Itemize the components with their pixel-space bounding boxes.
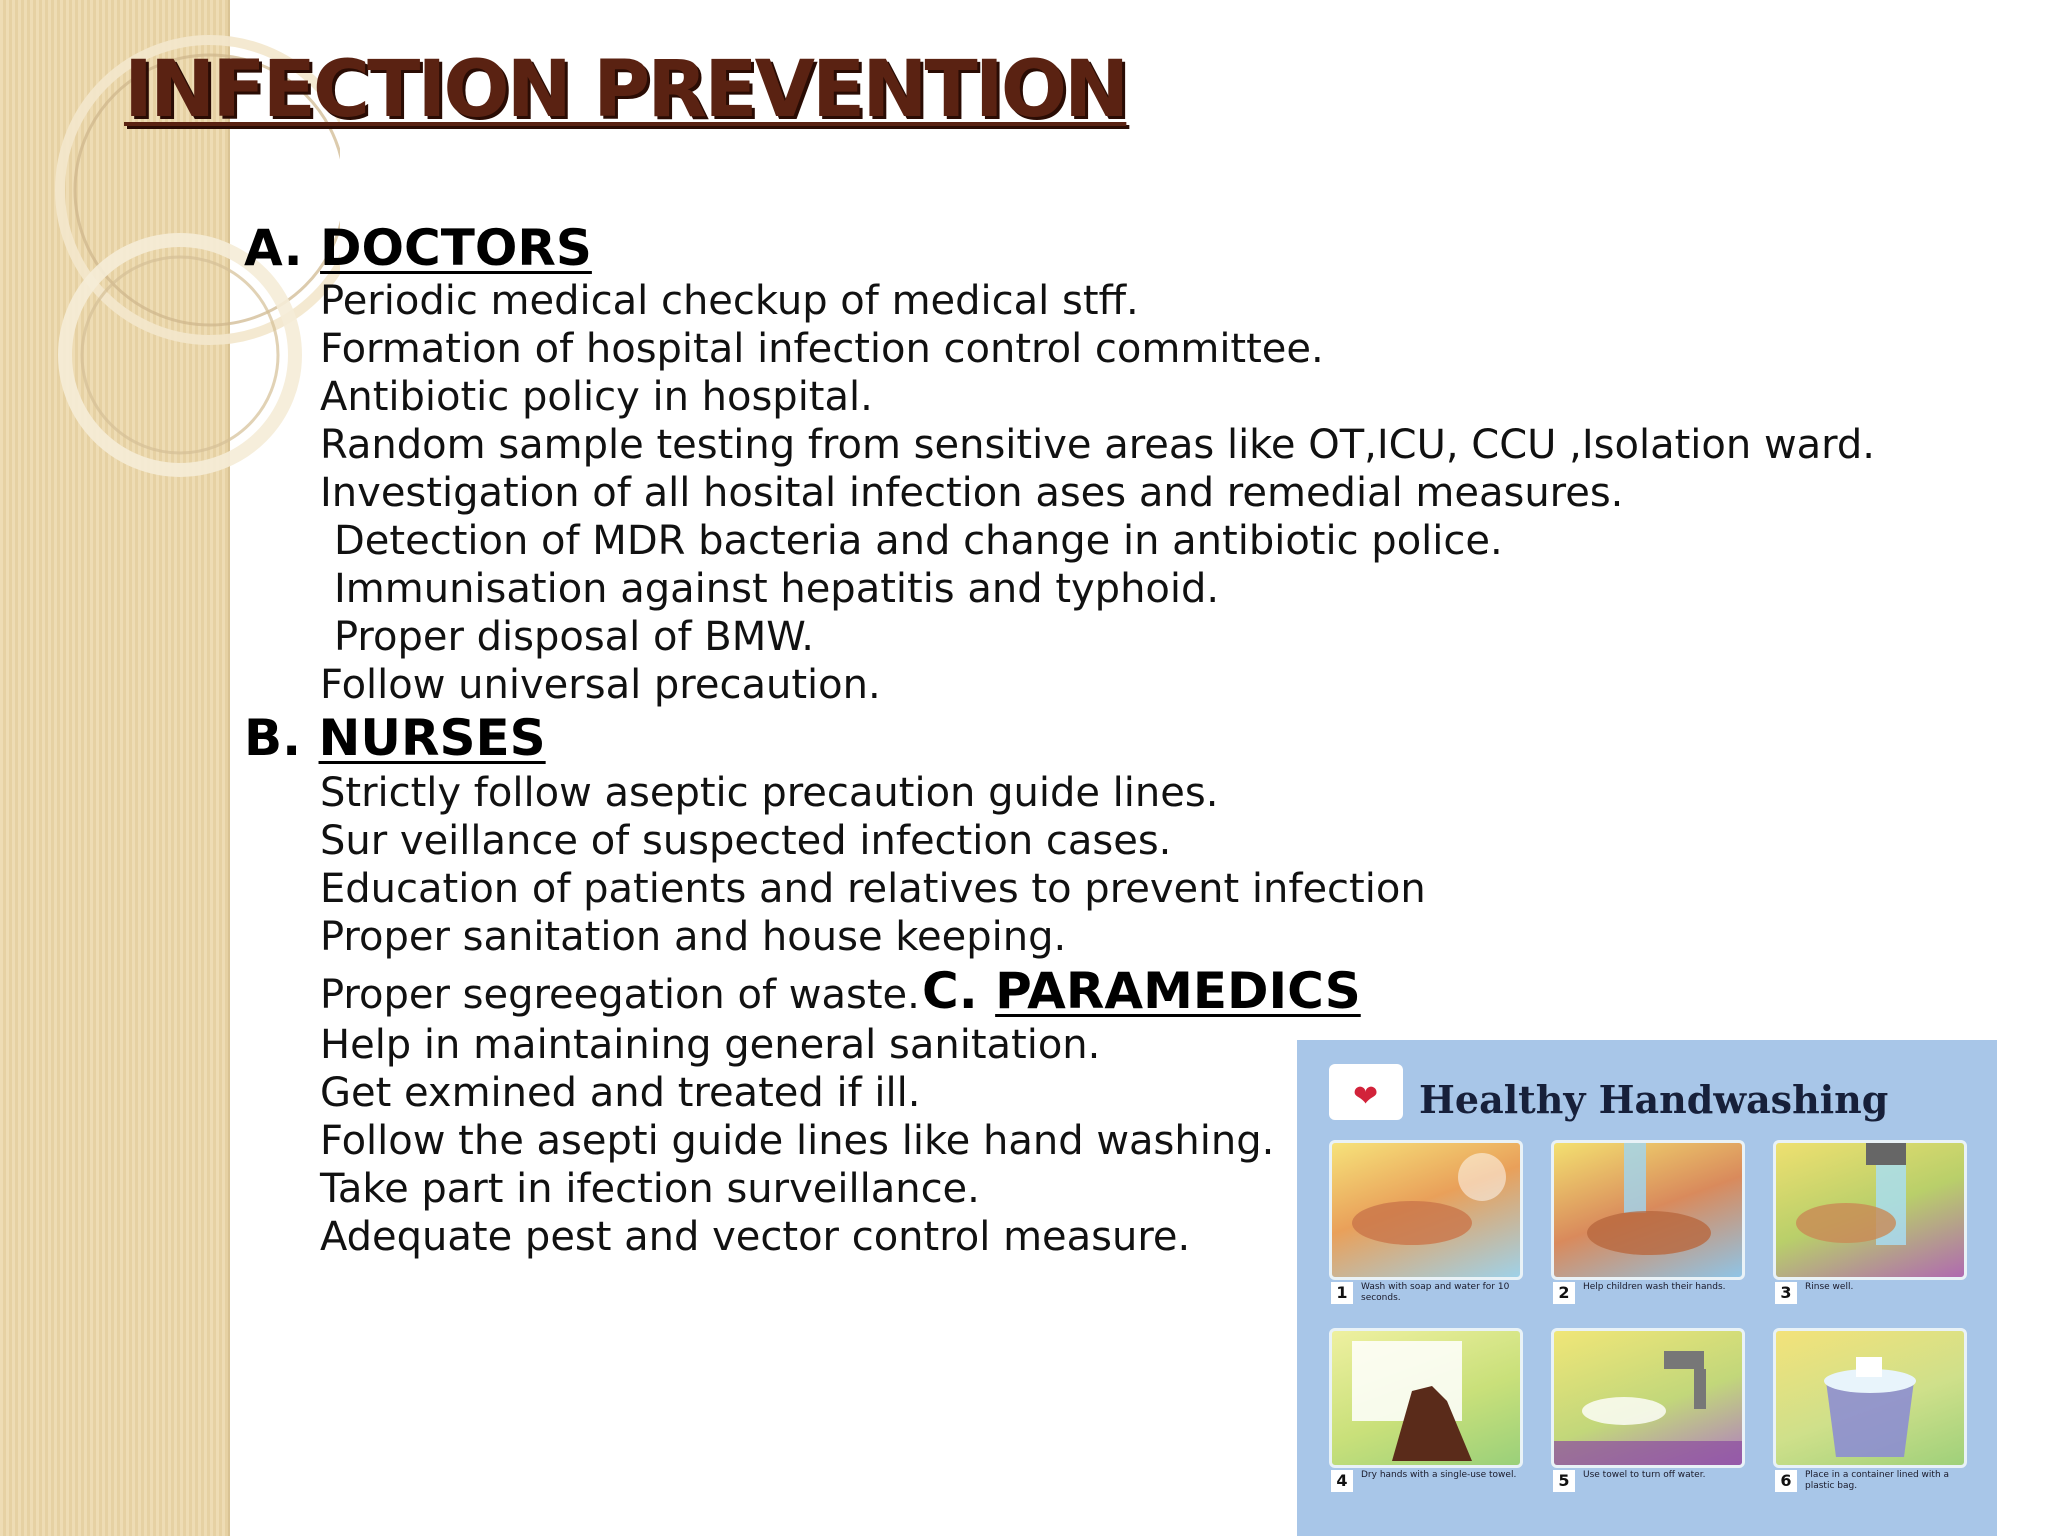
list-item: Education of patients and relatives to prevent infection bbox=[320, 866, 1426, 912]
step-number: 2 bbox=[1553, 1282, 1575, 1304]
step-2-illustration bbox=[1551, 1140, 1745, 1280]
heart-icon: ❤ bbox=[1353, 1079, 1379, 1114]
list-item: Antibiotic policy in hospital. bbox=[320, 374, 873, 420]
list-item: Adequate pest and vector control measure. bbox=[320, 1214, 1191, 1260]
section-title: PARAMEDICS bbox=[995, 962, 1361, 1020]
list-item: Get exmined and treated if ill. bbox=[320, 1070, 921, 1116]
section-title: DOCTORS bbox=[320, 219, 592, 277]
step-5-illustration bbox=[1551, 1328, 1745, 1468]
section-heading-paramedics bbox=[922, 961, 1361, 1021]
step-number: 5 bbox=[1553, 1470, 1575, 1492]
section-letter: B. bbox=[244, 709, 302, 767]
section-heading-nurses bbox=[244, 708, 546, 768]
list-item: Take part in ifection surveillance. bbox=[320, 1166, 980, 1212]
list-item: Proper segreegation of waste. bbox=[320, 972, 920, 1018]
page-title: INFECTION PREVENTION bbox=[124, 45, 1127, 135]
step-1-illustration bbox=[1329, 1140, 1523, 1280]
list-item: Immunisation against hepatitis and typhoid. bbox=[334, 566, 1220, 612]
step-number: 3 bbox=[1775, 1282, 1797, 1304]
step-caption: Use towel to turn off water. bbox=[1583, 1470, 1706, 1480]
step-number: 6 bbox=[1775, 1470, 1797, 1492]
step-caption: Wash with soap and water for 10 seconds. bbox=[1361, 1282, 1510, 1303]
step-caption: Rinse well. bbox=[1805, 1282, 1854, 1292]
section-letter: A. bbox=[244, 219, 303, 277]
step-caption: Dry hands with a single-use towel. bbox=[1361, 1470, 1517, 1480]
step-6-illustration bbox=[1773, 1328, 1967, 1468]
step-caption: Help children wash their hands. bbox=[1583, 1282, 1726, 1292]
step-3-illustration bbox=[1773, 1140, 1967, 1280]
list-item: Proper disposal of BMW. bbox=[334, 614, 814, 660]
list-item: Investigation of all hosital infection ases and remedial measures. bbox=[320, 470, 1624, 516]
section-title: NURSES bbox=[318, 709, 546, 767]
list-item: Periodic medical checkup of medical stff. bbox=[320, 278, 1139, 324]
list-item: Detection of MDR bacteria and change in antibiotic police. bbox=[334, 518, 1503, 564]
step-caption: Place in a container lined with a plastic bag. bbox=[1805, 1470, 1950, 1491]
list-item: Follow universal precaution. bbox=[320, 662, 881, 708]
step-4-illustration bbox=[1329, 1328, 1523, 1468]
list-item: Help in maintaining general sanitation. bbox=[320, 1022, 1101, 1068]
list-item: Formation of hospital infection control committee. bbox=[320, 326, 1324, 372]
section-heading-doctors bbox=[244, 218, 592, 278]
list-item: Strictly follow aseptic precaution guide lines. bbox=[320, 770, 1219, 816]
step-number: 4 bbox=[1331, 1470, 1353, 1492]
list-item: Sur veillance of suspected infection cases. bbox=[320, 818, 1172, 864]
list-item: Random sample testing from sensitive areas like OT,ICU, CCU ,Isolation ward. bbox=[320, 422, 1876, 468]
step-number: 1 bbox=[1331, 1282, 1353, 1304]
handwashing-poster bbox=[1297, 1040, 1997, 1536]
list-item: Follow the asepti guide lines like hand washing. bbox=[320, 1118, 1275, 1164]
section-letter: C. bbox=[922, 962, 978, 1020]
list-item: Proper sanitation and house keeping. bbox=[320, 914, 1067, 960]
poster-logo bbox=[1329, 1064, 1403, 1120]
poster-title: Healthy Handwashing bbox=[1419, 1077, 1889, 1122]
